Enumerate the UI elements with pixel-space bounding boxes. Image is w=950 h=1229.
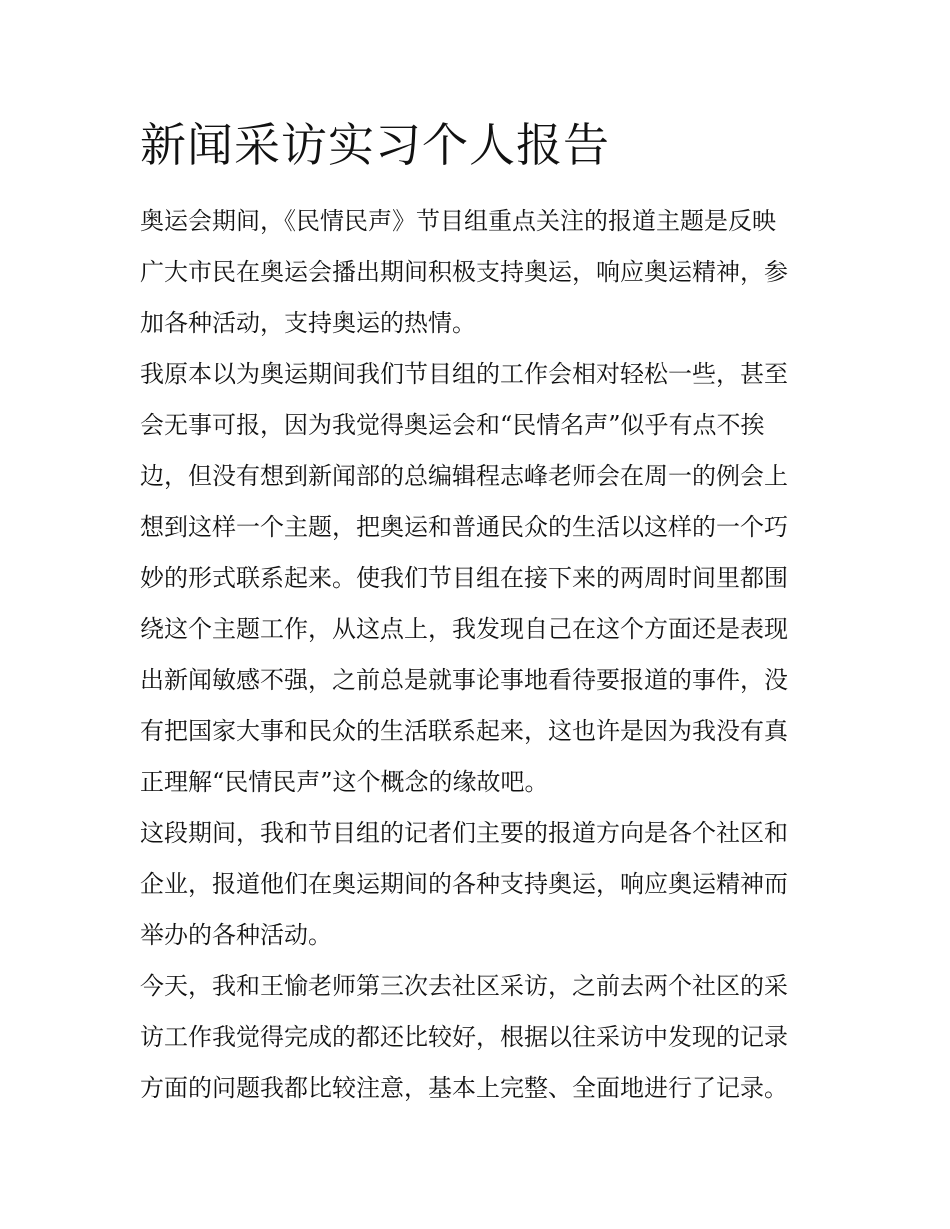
paragraph-4	[140, 961, 820, 1114]
text-line: 出新闻敏感不强，之前总是就事论事地看待要报道的事件，没	[140, 666, 788, 694]
text-line: 妙的形式联系起来。使我们节目组在接下来的两周时间里都围	[140, 564, 788, 592]
text-line: 会无事可报，因为我觉得奥运会和“民情名声”似乎有点不挨	[140, 411, 765, 439]
text-line: 正理解“民情民声”这个概念的缘故吧。	[140, 768, 549, 796]
text-line: 广大市民在奥运会播出期间积极支持奥运，响应奥运精神，参	[140, 258, 788, 286]
text-line: 绕这个主题工作，从这点上，我发现自己在这个方面还是表现	[140, 615, 788, 643]
text-line: 我原本以为奥运期间我们节目组的工作会相对轻松一些，甚至	[140, 360, 788, 388]
paragraph-3	[140, 808, 820, 961]
text-line: 企业，报道他们在奥运期间的各种支持奥运，响应奥运精神而	[140, 870, 788, 898]
text-line: 奥运会期间，《民情民声》节目组重点关注的报道主题是反映	[140, 207, 776, 235]
paragraph-1	[140, 196, 820, 349]
text-line: 举办的各种活动。	[140, 921, 332, 949]
page-title: 新闻采访实习个人报告	[140, 118, 610, 172]
text-line: 想到这样一个主题，把奥运和普通民众的生活以这样的一个巧	[140, 513, 788, 541]
text-line: 今天，我和王愉老师第三次去社区采访，之前去两个社区的采	[140, 972, 788, 1000]
text-line: 方面的问题我都比较注意，基本上完整、全面地进行了记录。	[140, 1074, 788, 1102]
text-line: 加各种活动，支持奥运的热情。	[140, 309, 476, 337]
paragraph-2	[140, 349, 820, 808]
text-line: 这段期间，我和节目组的记者们主要的报道方向是各个社区和	[140, 819, 788, 847]
text-line: 访工作我觉得完成的都还比较好，根据以往采访中发现的记录	[140, 1023, 788, 1051]
text-line: 有把国家大事和民众的生活联系起来，这也许是因为我没有真	[140, 717, 788, 745]
text-line: 边，但没有想到新闻部的总编辑程志峰老师会在周一的例会上	[140, 462, 788, 490]
document-body	[140, 196, 820, 1114]
